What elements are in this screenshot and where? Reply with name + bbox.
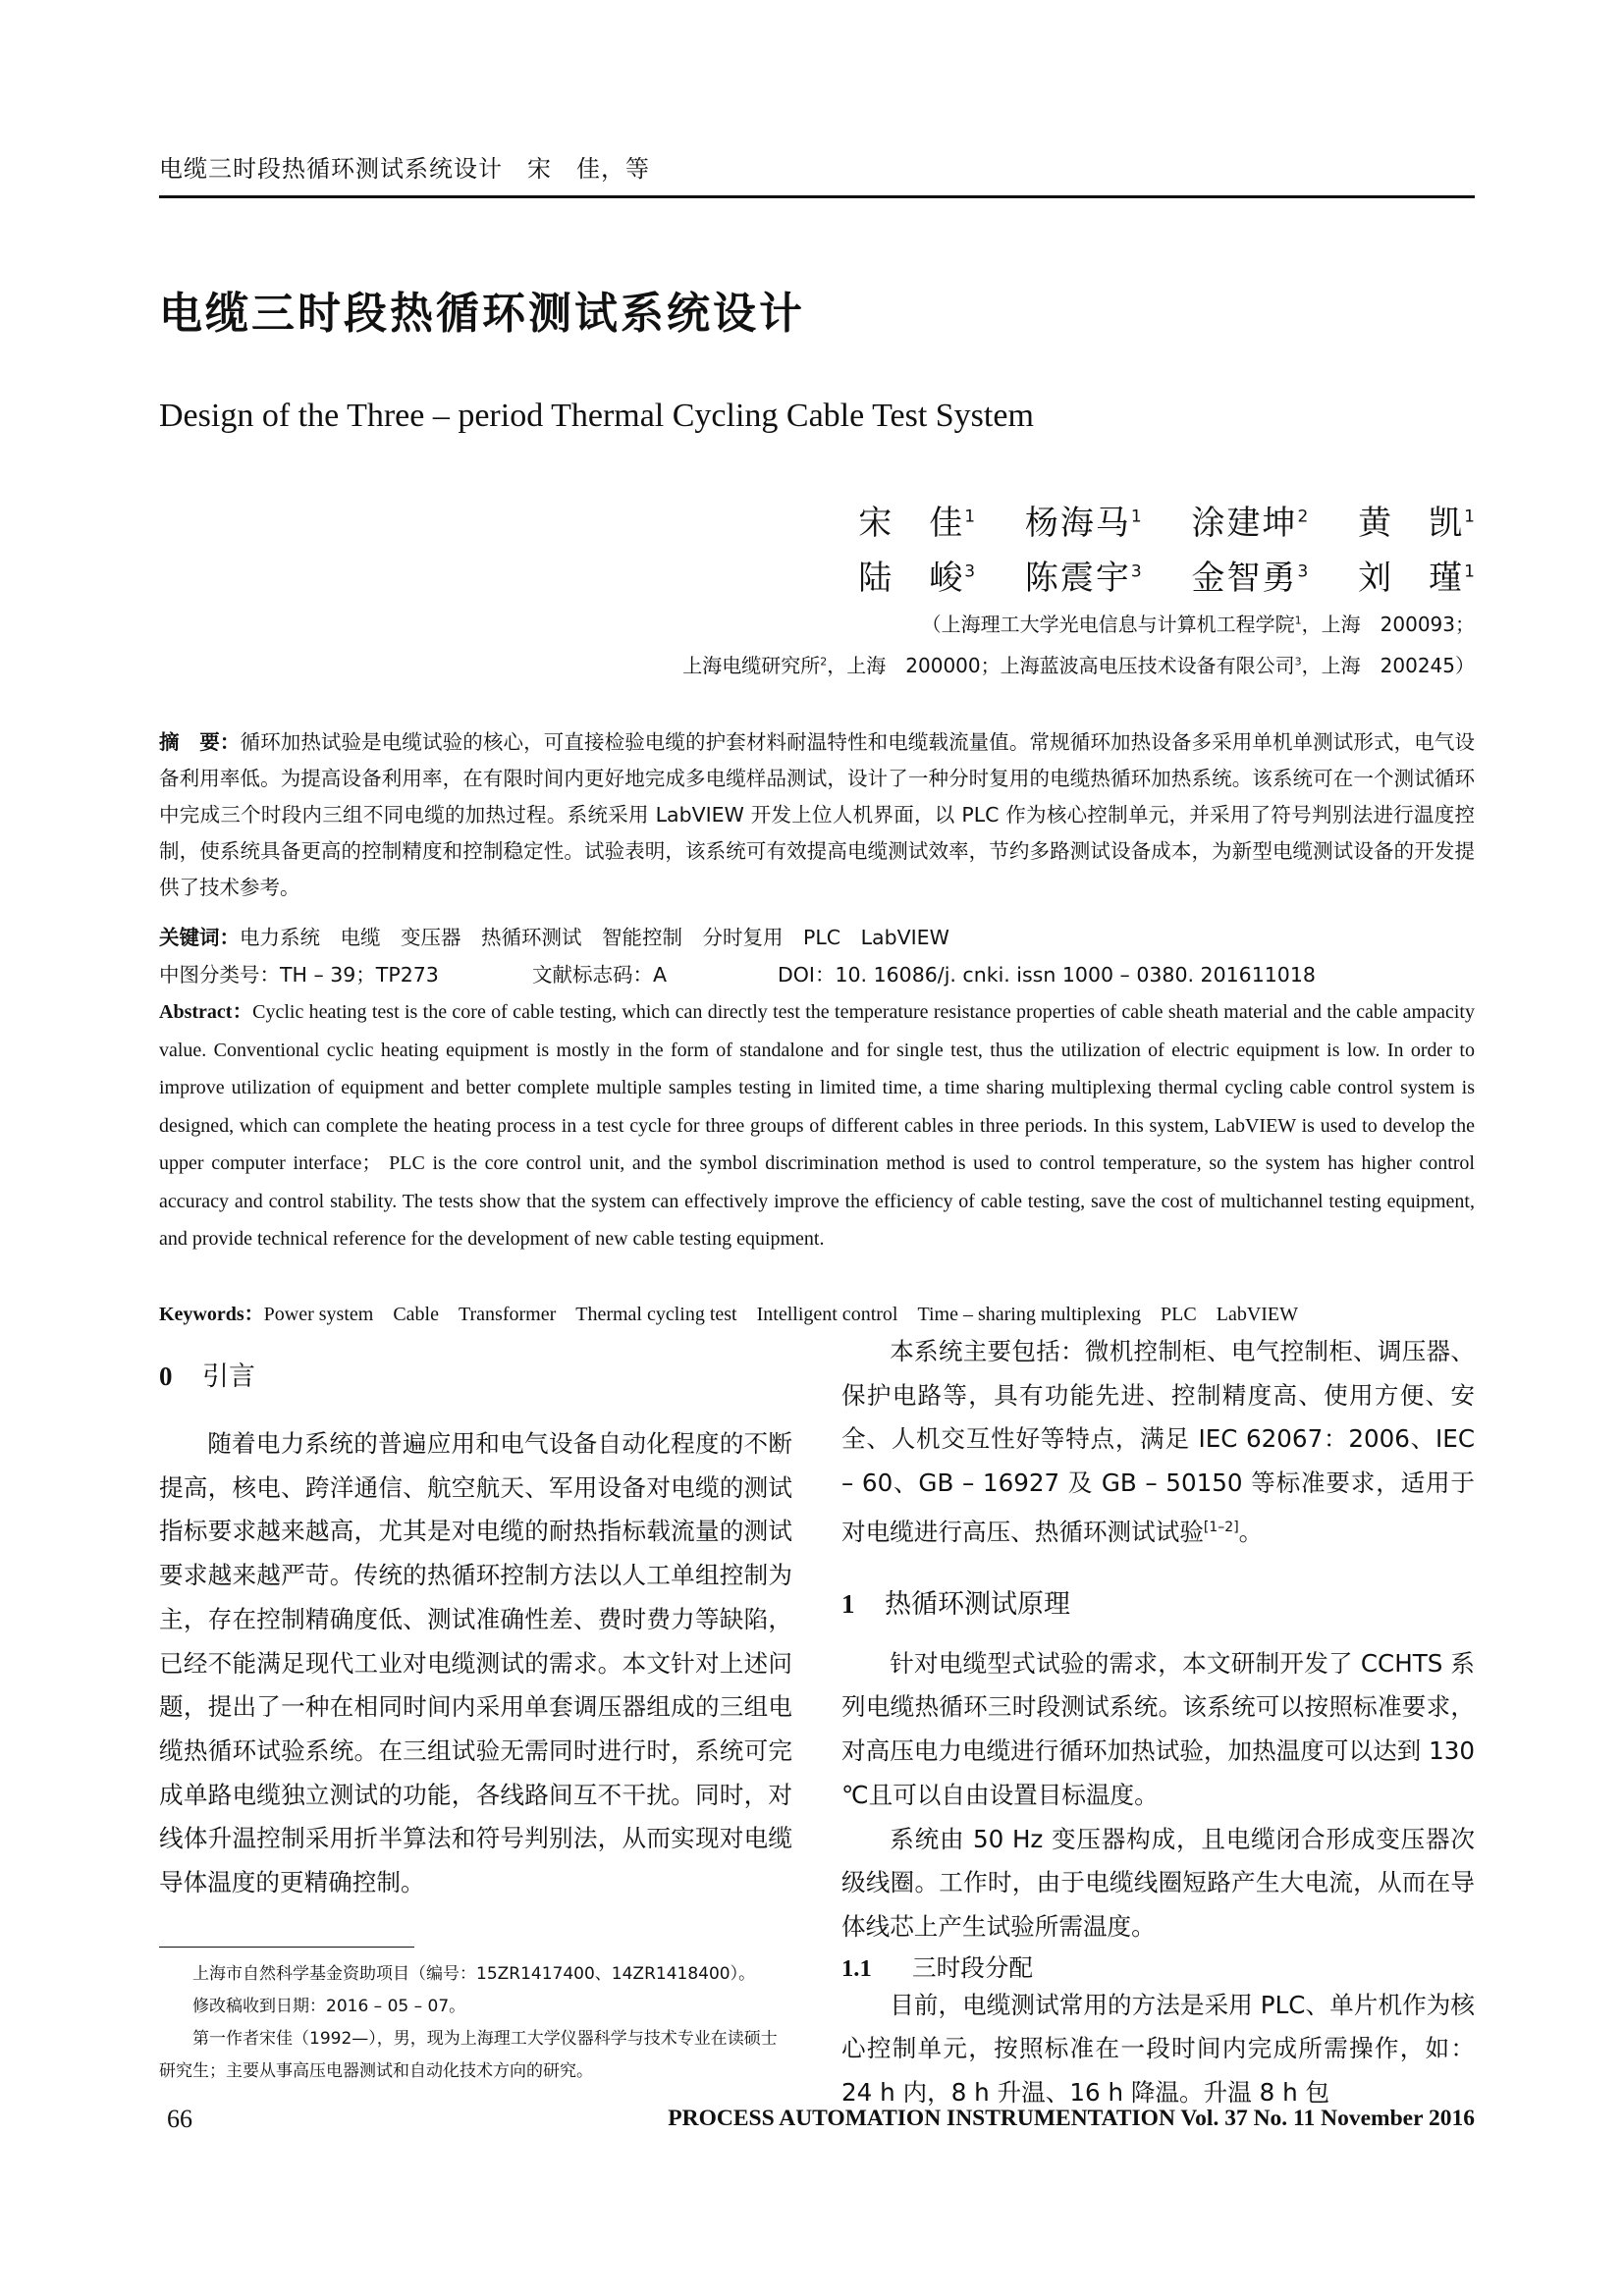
keywords-en — [159, 1296, 1475, 1334]
affiliation-line-1: （上海理工大学光电信息与计算机工程学院$^1$，上海 200093； — [921, 613, 1475, 636]
section-1-paragraph-1: 针对电缆型式试验的需求，本文研制开发了 CCHTS 系列电缆热循环三时段测试系统。该系统可以按照标准要求，对高压电力电缆进行循环加热试验，加热温度可以达到 130 ℃且可以自由设置目标温度。 — [841, 1648, 1476, 1809]
author: 刘 瑾$^1$ — [1358, 559, 1475, 598]
author: 杨海马$^1$ — [1024, 504, 1142, 543]
keywords-en-text: Power system Cable Transformer Thermal cycling test Intelligent control Time – sharing multiplexing PLC LabVIEW — [263, 1304, 1299, 1325]
section-1-heading — [841, 1582, 1475, 1621]
classification-row — [159, 957, 1475, 993]
doi: DOI：10. 16086/j. cnki. issn 1000 – 0380. 201611018 — [778, 963, 1316, 987]
section-0-paragraph: 随着电力系统的普遍应用和电气设备自动化程度的不断提高，核电、跨洋通信、航空航天、军用设备对电缆的测试指标要求越来越高，尤其是对电缆的耐热指标载流量的测试要求越来越严苛。传统的热循环控制方法以人工单组控制为主，存在控制精确度低、测试准确性差、费时费力等缺陷，已经不能满足现代工业对电缆测试的需求。本文针对上述问题，提出了一种在相同时间内采用单套调压器组成的三组电缆热循环试验系统。在三组试验无需同时进行时，系统可完成单路电缆独立测试的功能，各线路间互不干扰。同时，对线体升温控制采用折半算法和符号判别法，从而实现对电缆导体温度的更精确控制。 — [159, 1429, 792, 1897]
section-0-number: 0 — [159, 1362, 173, 1391]
section-0-title: 引言 — [202, 1362, 255, 1392]
affiliation-line-2: 上海电缆研究所$^2$，上海 200000；上海蓝波高电压技术设备有限公司$^3$，上海 200245） — [682, 654, 1475, 677]
header-rule — [159, 195, 1475, 198]
page-number: 66 — [167, 2105, 192, 2133]
journal-footer: PROCESS AUTOMATION INSTRUMENTATION Vol. 37 No. 11 November 2016 — [668, 2106, 1475, 2131]
author: 宋 佳$^1$ — [858, 504, 976, 543]
citation: [1–2] — [1203, 1519, 1239, 1535]
keywords-cn-text: 电力系统 电缆 变压器 热循环测试 智能控制 分时复用 PLC LabVIEW — [240, 926, 949, 949]
keywords-cn — [159, 920, 1475, 956]
keywords-en-label: Keywords： — [159, 1304, 264, 1325]
right-column — [841, 1330, 1475, 2115]
right-paragraph-1: 本系统主要包括：微机控制柜、电气控制柜、调压器、保护电路等，具有功能先进、控制精度高、使用方便、安全、人机交互性好等特点，满足 IEC 62067：2006、IEC – 60、GB – 16927 及 GB – 50150 等标准要求，适用于对电缆进行高压、热循环测试试验[1–2]。 — [841, 1337, 1475, 1546]
footnote-rule — [159, 1947, 414, 1948]
section-1-title: 热循环测试原理 — [885, 1588, 1070, 1620]
subsection-1-1-paragraph: 目前，电缆测试常用的方法是采用 PLC、单片机作为核心控制单元，按照标准在一段时间内完成所需操作，如：24 h 内，8 h 升温、16 h 降温。升温 8 h 包 — [841, 1990, 1475, 2108]
abstract-en-text: Cyclic heating test is the core of cable testing, which can directly test the temperature resistance properties of cable sheath material and the cable ampacity value. Conventional cyclic heating equipment is mostly in the form of standalone and for single test, thus the utilization of electric equipment is low. In order to improve utilization of equipment and better complete multiple samples testing in limited time, a time sharing multiplexing thermal cycling cable control system is designed, which can complete the heating process in a test cycle for three groups of different cables in three periods. In this system, LabVIEW is used to develop the upper computer interface； PLC is the core control unit, and the symbol discrimination method is used to control temperature, so the system has higher control accuracy and control stability. The tests show that the system can effectively improve the efficiency of cable testing, save the cost of multichannel testing equipment, and provide technical reference for the development of new cable testing equipment. — [159, 1001, 1475, 1250]
author: 陆 峻$^3$ — [858, 559, 976, 598]
author: 涂建坤$^2$ — [1191, 504, 1309, 543]
section-1-paragraph-2: 系统由 50 Hz 变压器构成，且电缆闭合形成变压器次级线圈。工作时，由于电缆线圈短路产生大电流，从而在导体线芯上产生试验所需温度。 — [841, 1824, 1475, 1941]
abstract-en — [159, 993, 1475, 1258]
subsection-number: 1.1 — [841, 1954, 872, 1982]
left-column — [159, 1355, 792, 1905]
running-header: 电缆三时段热循环测试系统设计 宋 佳，等 — [159, 155, 650, 183]
author-row-2 — [493, 551, 1475, 599]
author-row-1 — [493, 496, 1475, 544]
author: 陈震宇$^3$ — [1024, 559, 1142, 598]
section-1-number: 1 — [841, 1588, 855, 1619]
abstract-en-label: Abstract： — [159, 1001, 253, 1023]
section-0-heading — [159, 1355, 792, 1393]
footnote-funding: 上海市自然科学基金资助项目（编号：15ZR1417400、14ZR1418400）。 — [192, 1964, 756, 1984]
english-title: Design of the Three – period Thermal Cycling Cable Test System — [159, 398, 1034, 434]
author: 黄 凯$^1$ — [1358, 504, 1475, 543]
footnotes — [159, 1958, 792, 2088]
doc-code-value: A — [653, 963, 668, 987]
keywords-cn-label: 关键词： — [159, 926, 240, 949]
abstract-cn-label: 摘 要： — [159, 730, 241, 754]
clc-value: TH – 39；TP273 — [280, 963, 439, 987]
paper-title: 电缆三时段热循环测试系统设计 — [159, 289, 805, 339]
footnote-revision-date: 修改稿收到日期：2016 – 05 – 07。 — [192, 1997, 466, 2016]
footnote-author-bio: 第一作者宋佳（1992—），男，现为上海理工大学仪器科学与技术专业在读硕士研究生；主要从事高压电器测试和自动化技术方向的研究。 — [159, 2029, 778, 2081]
doc-code-label: 文献标志码： — [532, 963, 653, 987]
abstract-cn-text: 循环加热试验是电缆试验的核心，可直接检验电缆的护套材料耐温特性和电缆载流量值。常规循环加热设备多采用单机单测试形式，电气设备利用率低。为提高设备利用率，在有限时间内更好地完成多电缆样品测试，设计了一种分时复用的电缆热循环加热系统。该系统可在一个测试循环中完成三个时段内三组不同电缆的加热过程。系统采用 LabVIEW 开发上位人机界面，以 PLC 作为核心控制单元，并采用了符号判别法进行温度控制，使系统具备更高的控制精度和控制稳定性。试验表明，该系统可有效提高电缆测试效率，节约多路测试设备成本，为新型电缆测试设备的开发提供了技术参考。 — [159, 730, 1475, 899]
abstract-cn — [159, 724, 1475, 906]
author: 金智勇$^3$ — [1191, 559, 1309, 598]
clc-label: 中图分类号： — [159, 963, 280, 987]
subsection-title: 三时段分配 — [912, 1952, 1033, 1982]
subsection-1-1-heading — [841, 1949, 1475, 1984]
